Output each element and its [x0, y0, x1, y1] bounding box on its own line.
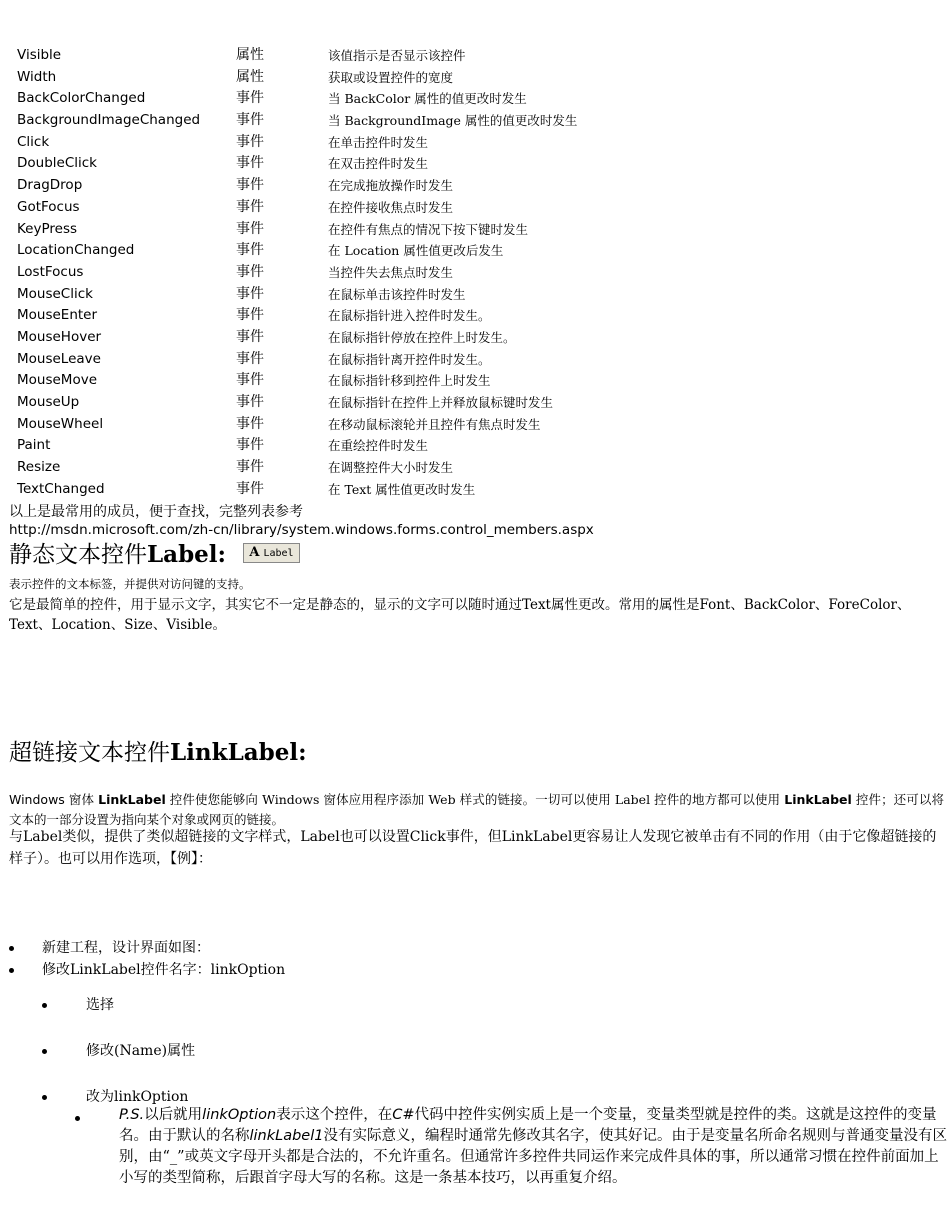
member-row: [17, 414, 917, 436]
bullet-dot: [42, 1003, 47, 1008]
member-row: [17, 132, 917, 154]
member-type: 事件: [236, 480, 264, 497]
label-glyph-icon: A: [249, 545, 260, 560]
member-name: TextChanged: [17, 480, 105, 497]
member-name: MouseUp: [17, 394, 80, 410]
member-name: MouseHover: [17, 328, 102, 345]
step-rename: 修改LinkLabel控件名字：linkOption: [42, 962, 286, 978]
member-type: 事件: [236, 307, 264, 324]
member-desc: 在鼠标指针离开控件时发生。: [328, 351, 491, 367]
member-desc: 在 Text 属性值更改时发生: [328, 481, 476, 497]
member-type: 事件: [236, 285, 264, 302]
member-type: 事件: [236, 263, 264, 280]
member-row: [17, 45, 917, 67]
member-name: Resize: [17, 459, 61, 476]
member-row: [17, 153, 917, 175]
member-desc: 在控件有焦点的情况下按下键时发生: [328, 221, 529, 237]
substep-name-prop: 修改(Name)属性: [86, 1043, 196, 1059]
member-name: LostFocus: [17, 263, 84, 280]
member-type: 事件: [236, 328, 264, 345]
substep-select: 选择: [86, 997, 114, 1013]
member-desc: 在 Location 属性值更改后发生: [328, 243, 504, 259]
member-type: 事件: [236, 394, 264, 410]
member-type: 事件: [236, 459, 264, 476]
linklabel-usage: 与Label类似，提供了类似超链接的文字样式，Label也可以设置Click事件，但LinkLabel更容易让人发现它被单击有不同的作用（由于它像超链接的样子）。也可以用作选项，【例】：: [9, 829, 937, 867]
member-row: [17, 479, 917, 501]
member-desc: 当 BackColor 属性的值更改时发生: [328, 91, 527, 107]
member-type: 事件: [236, 415, 264, 432]
member-row: [17, 240, 917, 262]
member-type: 属性: [236, 68, 264, 85]
label-section-heading: 静态文本控件Label: A Label: [9, 536, 300, 569]
member-desc: 在控件接收焦点时发生: [328, 199, 454, 215]
label-desc-long: 它是最简单的控件，用于显示文字，其实它不一定是静态的，显示的文字可以随时通过Text属性更改。常用的属性是Font、BackColor、ForeColor、Text、Location、Size、Visible。: [9, 597, 911, 633]
ps-note: P.S.以后就用linkOption表示这个控件，在C#代码中控件实例实质上是一个变量，变量类型就是控件的类。这就是这控件的变量名。由于默认的名称linkLabel1没有实际意义，编程时通常先修改其名字，使其好记。由于是变量名所命名规则与普通变量没有区别，由“_”或英文字母开头都是合法的，不允许重名。但通常许多控件共同运作来完成件具体的事，所以通常习惯在控件前面加上小写的类型简称，后跟首字母大写的名称。这是一条基本技巧，以再重复介绍。: [119, 1107, 947, 1186]
member-row: [17, 110, 917, 132]
member-name: MouseClick: [17, 285, 93, 302]
member-desc: 在移动鼠标滚轮并且控件有焦点时发生: [328, 416, 541, 432]
note-text: 以上是最常用的成员，便于查找，完整列表参考: [9, 504, 303, 520]
member-row: [17, 392, 917, 414]
member-desc: 该值指示是否显示该控件: [328, 48, 466, 63]
member-type: 事件: [236, 177, 264, 194]
member-row: [17, 175, 917, 197]
member-row: [17, 305, 917, 327]
member-row: [17, 88, 917, 110]
bullet-dot: [9, 946, 14, 951]
member-row: [17, 197, 917, 219]
member-desc: 在鼠标指针移到控件上时发生: [328, 373, 491, 389]
substep-change: 改为linkOption: [86, 1089, 189, 1105]
member-name: Visible: [17, 47, 62, 63]
bullet-dot: [42, 1095, 47, 1100]
member-type: 事件: [236, 133, 264, 150]
member-name: DragDrop: [17, 177, 83, 194]
msdn-url: http://msdn.microsoft.com/zh-cn/library/system.windows.forms.control_members.aspx: [9, 522, 594, 538]
bullet-dot: [9, 968, 14, 973]
member-name: MouseLeave: [17, 350, 101, 367]
member-row: [17, 219, 917, 241]
member-name: DoubleClick: [17, 155, 98, 172]
members-table: [17, 45, 917, 500]
member-name: MouseMove: [17, 372, 98, 389]
member-desc: 获取或设置控件的宽度: [328, 69, 454, 85]
member-desc: 在鼠标指针在控件上并释放鼠标键时发生: [328, 395, 554, 410]
member-name: BackColorChanged: [17, 90, 146, 107]
member-desc: 在鼠标指针停放在控件上时发生。: [328, 329, 516, 345]
member-name: MouseWheel: [17, 415, 104, 432]
member-row: [17, 327, 917, 349]
member-type: 事件: [236, 155, 264, 172]
member-row: [17, 370, 917, 392]
member-row: [17, 262, 917, 284]
member-row: [17, 457, 917, 479]
member-name: Width: [17, 68, 57, 85]
member-type: 事件: [236, 90, 264, 107]
member-desc: 在单击控件时发生: [328, 134, 429, 150]
member-desc: 在鼠标单击该控件时发生: [328, 286, 466, 302]
label-control-sample: A Label: [243, 543, 299, 563]
member-row: [17, 349, 917, 371]
member-row: [17, 435, 917, 457]
member-type: 事件: [236, 220, 264, 237]
member-desc: 在双击控件时发生: [328, 156, 429, 172]
member-desc: 在完成拖放操作时发生: [328, 178, 454, 194]
member-desc: 在调整控件大小时发生: [328, 460, 454, 476]
member-name: Paint: [17, 437, 51, 454]
linklabel-desc: Windows 窗体 LinkLabel 控件使您能够向 Windows 窗体应用程序添加 Web 样式的链接。一切可以使用 Label 控件的地方都可以使用 LinkLabel 控件；还可以将文本的一部分设置为指向某个对象或网页的链接。: [9, 792, 944, 827]
bullet-dot: [42, 1049, 47, 1054]
member-type: 属性: [236, 47, 264, 63]
member-name: GotFocus: [17, 198, 80, 215]
member-row: [17, 284, 917, 306]
member-desc: 在鼠标指针进入控件时发生。: [328, 308, 491, 324]
bullet-dot: [75, 1116, 80, 1121]
member-type: 事件: [236, 242, 264, 259]
label-desc-short: 表示控件的文本标签，并提供对访问键的支持。: [9, 577, 251, 591]
member-name: BackgroundImageChanged: [17, 112, 201, 129]
member-row: [17, 67, 917, 89]
member-type: 事件: [236, 112, 264, 129]
member-name: LocationChanged: [17, 242, 135, 259]
member-name: Click: [17, 133, 50, 150]
member-type: 事件: [236, 350, 264, 367]
member-name: KeyPress: [17, 220, 78, 237]
member-desc: 在重绘控件时发生: [328, 438, 429, 454]
step-new-project: 新建工程，设计界面如图：: [42, 940, 210, 956]
member-desc: 当控件失去焦点时发生: [328, 264, 454, 280]
member-desc: 当 BackgroundImage 属性的值更改时发生: [328, 113, 578, 129]
linklabel-section-heading: 超链接文本控件LinkLabel:: [9, 739, 307, 766]
member-type: 事件: [236, 372, 264, 389]
member-type: 事件: [236, 437, 264, 454]
member-name: MouseEnter: [17, 307, 98, 324]
member-type: 事件: [236, 198, 264, 215]
